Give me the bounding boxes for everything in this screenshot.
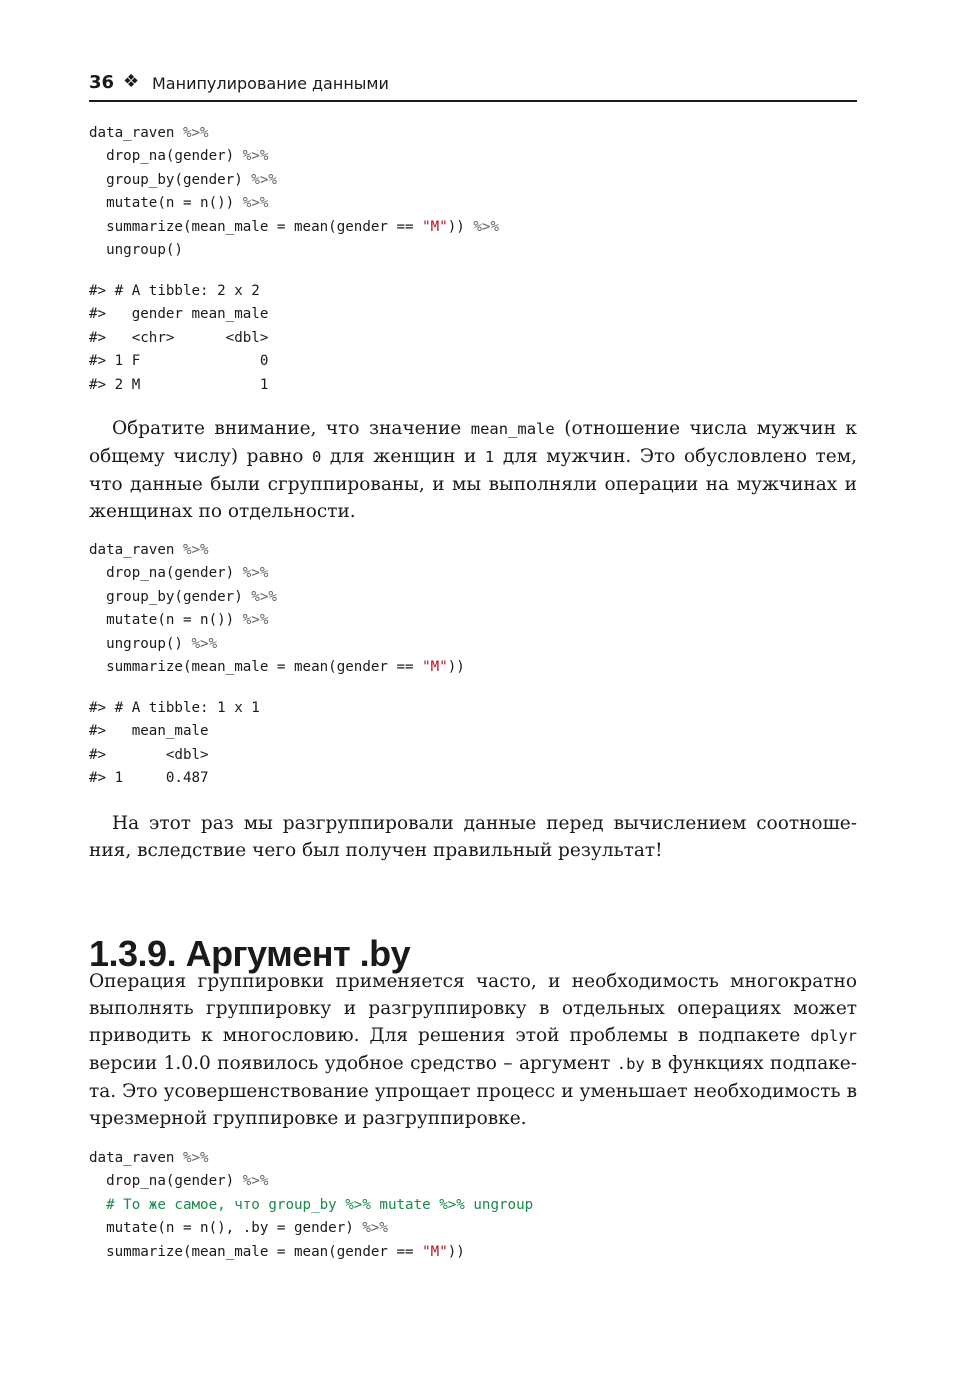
page-number: 36	[89, 72, 115, 93]
section-heading: 1.3.9. Аргумент .by	[89, 932, 411, 974]
paragraph-1: Обратите внимание, что значение mean_male (отношение числа мужчин к общему числу) равно 0 для женщин и 1 для мужчин. Это обусловлено тем, что данные были сгруппированы, и мы выполняли операции на мужчинах и женщинах по отдельности.	[89, 418, 858, 522]
output-line: #> mean_male	[89, 723, 209, 740]
code-block-2	[89, 539, 465, 679]
chapter-title: Манипулирование данными	[152, 74, 389, 93]
running-header	[89, 70, 857, 102]
code-line: mutate(n = n(), .by = gender) %>%	[89, 1220, 388, 1237]
code-line: data_raven %>%	[89, 125, 209, 141]
code-line: drop_na(gender) %>%	[89, 565, 269, 582]
output-line: #> 2 M 1	[89, 376, 269, 393]
code-line: summarize(mean_male = mean(gender == "M"))	[89, 1243, 465, 1260]
code-line: group_by(gender) %>%	[89, 588, 277, 605]
inline-code: mean_male	[470, 420, 555, 438]
code-line: drop_na(gender) %>%	[89, 1173, 269, 1190]
code-line: ungroup() %>%	[89, 635, 218, 652]
code-line: summarize(mean_male = mean(gender == "M")) %>%	[89, 218, 499, 235]
output-line: #> # A tibble: 2 x 2	[89, 283, 260, 299]
paragraph-3: Операция группировки применяется часто, и необходимость многократно выполнять группировку и разгруппировку в отдельных операциях может приводить к многословию. Для решения этой проблемы в подпакете dplyr версии 1.0.0 появилось удобное средство – аргумент .by в функциях подпакета. Это усовершенствование упрощает процесс и уменьшает необходимость в чрезмерной группировке и разгруппировке.	[89, 971, 857, 1129]
code-line: summarize(mean_male = mean(gender == "M"))	[89, 659, 465, 676]
paragraph-2: На этот раз мы разгруппировали данные перед вычислением соотношения, вследствие чего был получен правильный результат!	[89, 813, 857, 861]
inline-code: dplyr	[810, 1027, 857, 1045]
output-block-1	[89, 280, 268, 397]
code-line: drop_na(gender) %>%	[89, 148, 269, 165]
code-line: mutate(n = n()) %>%	[89, 195, 269, 212]
code-line: ungroup()	[89, 242, 183, 259]
output-block-2	[89, 697, 260, 791]
code-block-1	[89, 122, 499, 262]
output-line: #> 1 F 0	[89, 353, 269, 370]
inline-code: .by	[616, 1055, 645, 1073]
output-line: #> <dbl>	[89, 746, 209, 763]
output-line: #> <chr> <dbl>	[89, 329, 269, 346]
output-line: #> gender mean_male	[89, 306, 269, 323]
output-line: #> 1 0.487	[89, 770, 209, 787]
output-line: #> # A tibble: 1 x 1	[89, 700, 260, 716]
inline-code: 0	[311, 448, 322, 466]
code-line: data_raven %>%	[89, 1150, 209, 1166]
code-line: mutate(n = n()) %>%	[89, 612, 269, 629]
inline-code: 1	[484, 448, 495, 466]
code-block-3	[89, 1147, 533, 1264]
code-line: group_by(gender) %>%	[89, 171, 277, 188]
ornament-icon: ❖	[123, 71, 140, 92]
code-line: data_raven %>%	[89, 542, 209, 558]
code-comment: # То же самое, что group_by %>% mutate %>% ungroup	[89, 1196, 534, 1213]
